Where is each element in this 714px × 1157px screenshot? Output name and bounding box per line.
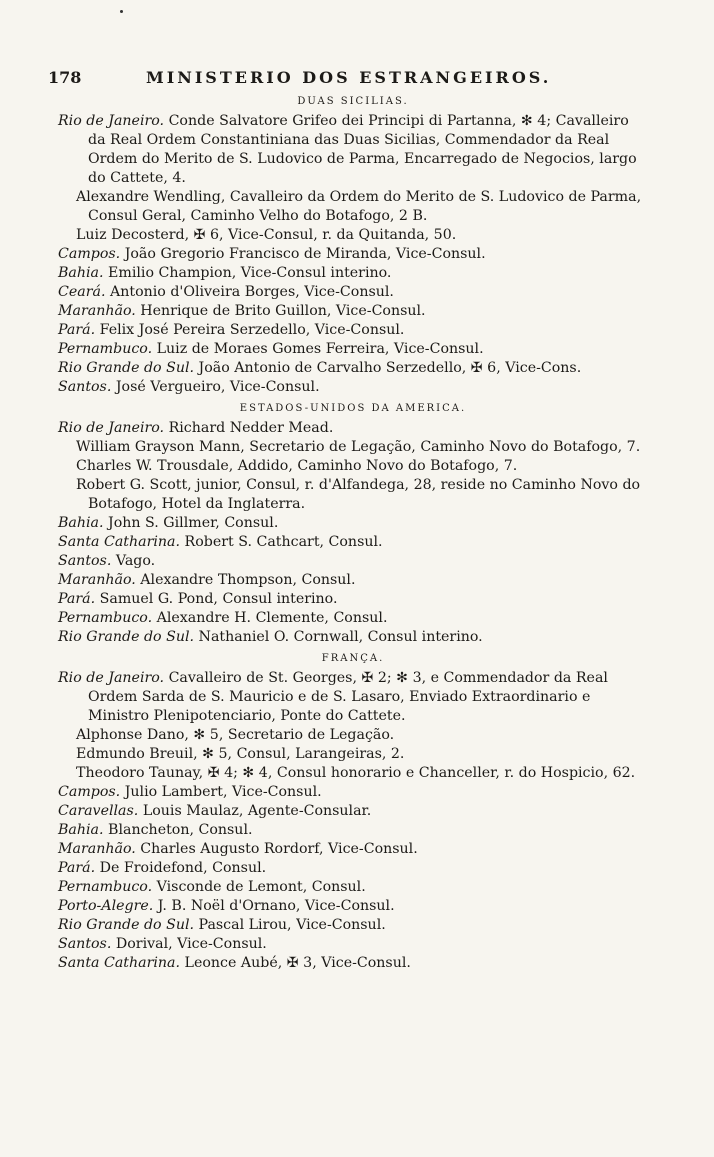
directory-entry [58, 245, 648, 264]
entry-text: Luiz Decosterd, ✠ 6, Vice-Consul, r. da Quitanda, 50. [76, 227, 457, 243]
city-name: Pará. [58, 860, 96, 876]
city-name: Bahia. [58, 822, 104, 838]
entry-text: Theodoro Taunay, ✠ 4; ✻ 4, Consul honorario e Chanceller, r. do Hospicio, 62. [76, 765, 636, 781]
city-name: Rio de Janeiro. [58, 420, 165, 436]
entry-text: Pascal Lirou, Vice-Consul. [198, 917, 386, 933]
entry-text: João Gregorio Francisco de Miranda, Vice-Consul. [124, 246, 486, 262]
directory-entry [58, 935, 648, 954]
entry-text: Nathaniel O. Cornwall, Consul interino. [198, 629, 483, 645]
entry-text: Alexandre Thompson, Consul. [140, 572, 356, 588]
directory-entry [58, 419, 648, 438]
directory-entry [58, 802, 648, 821]
section-title: DUAS SICILIAS. [297, 96, 409, 107]
directory-entry [58, 321, 648, 340]
entry-text: Conde Salvatore Grifeo dei Principi di Partanna, ✻ 4; Cavalleiro da Real Ordem Constantiniana das Duas Sicilias, Commendador da Real Ordem do Merito de S. Ludovico de Parma, Encarregado de Negocios, largo do Cattete, 4. [88, 113, 637, 186]
city-name: Maranhão. [58, 841, 136, 857]
entry-text: Cavalleiro de St. Georges, ✠ 2; ✻ 3, e Commendador da Real Ordem Sarda de S. Mauricio e de S. Lasaro, Enviado Extraordinario e Ministro Plenipotenciario, Ponte do Cattete. [88, 670, 608, 724]
entry-text: Charles Augusto Rordorf, Vice-Consul. [140, 841, 418, 857]
entry-text: Richard Nedder Mead. [168, 420, 334, 436]
entry-text: Antonio d'Oliveira Borges, Vice-Consul. [109, 284, 394, 300]
directory-entry [58, 340, 648, 359]
city-name: Campos. [58, 246, 121, 262]
city-name: Santa Catharina. [58, 955, 181, 971]
directory-entry [58, 188, 648, 226]
entry-text: Blancheton, Consul. [108, 822, 253, 838]
directory-entry [58, 552, 648, 571]
entry-text: João Antonio de Carvalho Serzedello, ✠ 6, Vice-Cons. [198, 360, 582, 376]
directory-entry [58, 840, 648, 859]
directory-entry [58, 897, 648, 916]
directory-entry [58, 628, 648, 647]
city-name: Santos. [58, 936, 112, 952]
entry-text: Samuel G. Pond, Consul interino. [99, 591, 338, 607]
directory-entry [58, 726, 648, 745]
directory-entry [58, 916, 648, 935]
city-name: Pernambuco. [58, 610, 153, 626]
ink-speck [120, 10, 123, 13]
city-name: Porto-Alegre. [58, 898, 154, 914]
entry-text: Emilio Champion, Vice-Consul interino. [108, 265, 392, 281]
entry-text: Louis Maulaz, Agente-Consular. [142, 803, 372, 819]
city-name: Pará. [58, 322, 96, 338]
entry-text: Alexandre H. Clemente, Consul. [156, 610, 388, 626]
city-name: Santos. [58, 553, 112, 569]
page-content [58, 90, 648, 973]
entry-text: De Froidefond, Consul. [99, 860, 267, 876]
directory-entry [58, 378, 648, 397]
directory-entry [58, 112, 648, 188]
city-name: Rio de Janeiro. [58, 670, 165, 686]
entry-text: William Grayson Mann, Secretario de Legação, Caminho Novo do Botafogo, 7. [76, 439, 641, 455]
directory-entry [58, 438, 648, 457]
city-name: Rio Grande do Sul. [58, 360, 195, 376]
directory-entry [58, 514, 648, 533]
directory-entry [58, 283, 648, 302]
city-name: Maranhão. [58, 303, 136, 319]
entry-text: Vago. [115, 553, 156, 569]
directory-entry [58, 954, 648, 973]
directory-entry [58, 457, 648, 476]
directory-entry [58, 745, 648, 764]
directory-entry [58, 476, 648, 514]
entry-text: Henrique de Brito Guillon, Vice-Consul. [140, 303, 426, 319]
city-name: Rio Grande do Sul. [58, 917, 195, 933]
entry-text: Robert G. Scott, junior, Consul, r. d'Alfandega, 28, reside no Caminho Novo do Botafogo, Hotel da Inglaterra. [76, 477, 641, 512]
city-name: Bahia. [58, 515, 104, 531]
page-number: 178 [48, 68, 82, 87]
directory-entry [58, 669, 648, 726]
city-name: Pará. [58, 591, 96, 607]
section-title: FRANÇA. [321, 653, 385, 664]
entry-text: Robert S. Cathcart, Consul. [184, 534, 383, 550]
city-name: Santa Catharina. [58, 534, 181, 550]
directory-entry [58, 226, 648, 245]
city-name: Rio Grande do Sul. [58, 629, 195, 645]
entry-text: Julio Lambert, Vice-Consul. [124, 784, 322, 800]
directory-entry [58, 264, 648, 283]
entry-text: Charles W. Trousdale, Addido, Caminho Novo do Botafogo, 7. [76, 458, 518, 474]
running-head: MINISTERIO DOS ESTRANGEIROS. [146, 68, 552, 87]
city-name: Bahia. [58, 265, 104, 281]
directory-entry [58, 571, 648, 590]
city-name: Pernambuco. [58, 879, 153, 895]
entry-text: J. B. Noël d'Ornano, Vice-Consul. [157, 898, 395, 914]
book-page [48, 60, 648, 973]
city-name: Rio de Janeiro. [58, 113, 165, 129]
entry-text: Visconde de Lemont, Consul. [156, 879, 366, 895]
directory-entry [58, 878, 648, 897]
directory-entry [58, 590, 648, 609]
city-name: Campos. [58, 784, 121, 800]
section-title: ESTADOS-UNIDOS DA AMERICA. [239, 403, 467, 414]
directory-entry [58, 359, 648, 378]
directory-entry [58, 302, 648, 321]
city-name: Pernambuco. [58, 341, 153, 357]
entry-text: Luiz de Moraes Gomes Ferreira, Vice-Consul. [156, 341, 484, 357]
directory-entry [58, 821, 648, 840]
entry-text: Leonce Aubé, ✠ 3, Vice-Consul. [184, 955, 411, 971]
entry-text: John S. Gillmer, Consul. [108, 515, 279, 531]
city-name: Ceará. [58, 284, 106, 300]
directory-entry [58, 533, 648, 552]
city-name: Maranhão. [58, 572, 136, 588]
entry-text: Alphonse Dano, ✻ 5, Secretario de Legação. [76, 727, 395, 743]
entry-text: Dorival, Vice-Consul. [115, 936, 267, 952]
city-name: Santos. [58, 379, 112, 395]
directory-entry [58, 609, 648, 628]
page-header [48, 60, 648, 90]
entry-text: Felix José Pereira Serzedello, Vice-Consul. [99, 322, 405, 338]
entry-text: Alexandre Wendling, Cavalleiro da Ordem do Merito de S. Ludovico de Parma, Consul Geral, Caminho Velho do Botafogo, 2 B. [76, 189, 642, 224]
city-name: Caravellas. [58, 803, 139, 819]
entry-text: Edmundo Breuil, ✻ 5, Consul, Larangeiras, 2. [76, 746, 405, 762]
directory-entry [58, 764, 648, 783]
directory-entry [58, 859, 648, 878]
directory-entry [58, 783, 648, 802]
entry-text: José Vergueiro, Vice-Consul. [115, 379, 320, 395]
